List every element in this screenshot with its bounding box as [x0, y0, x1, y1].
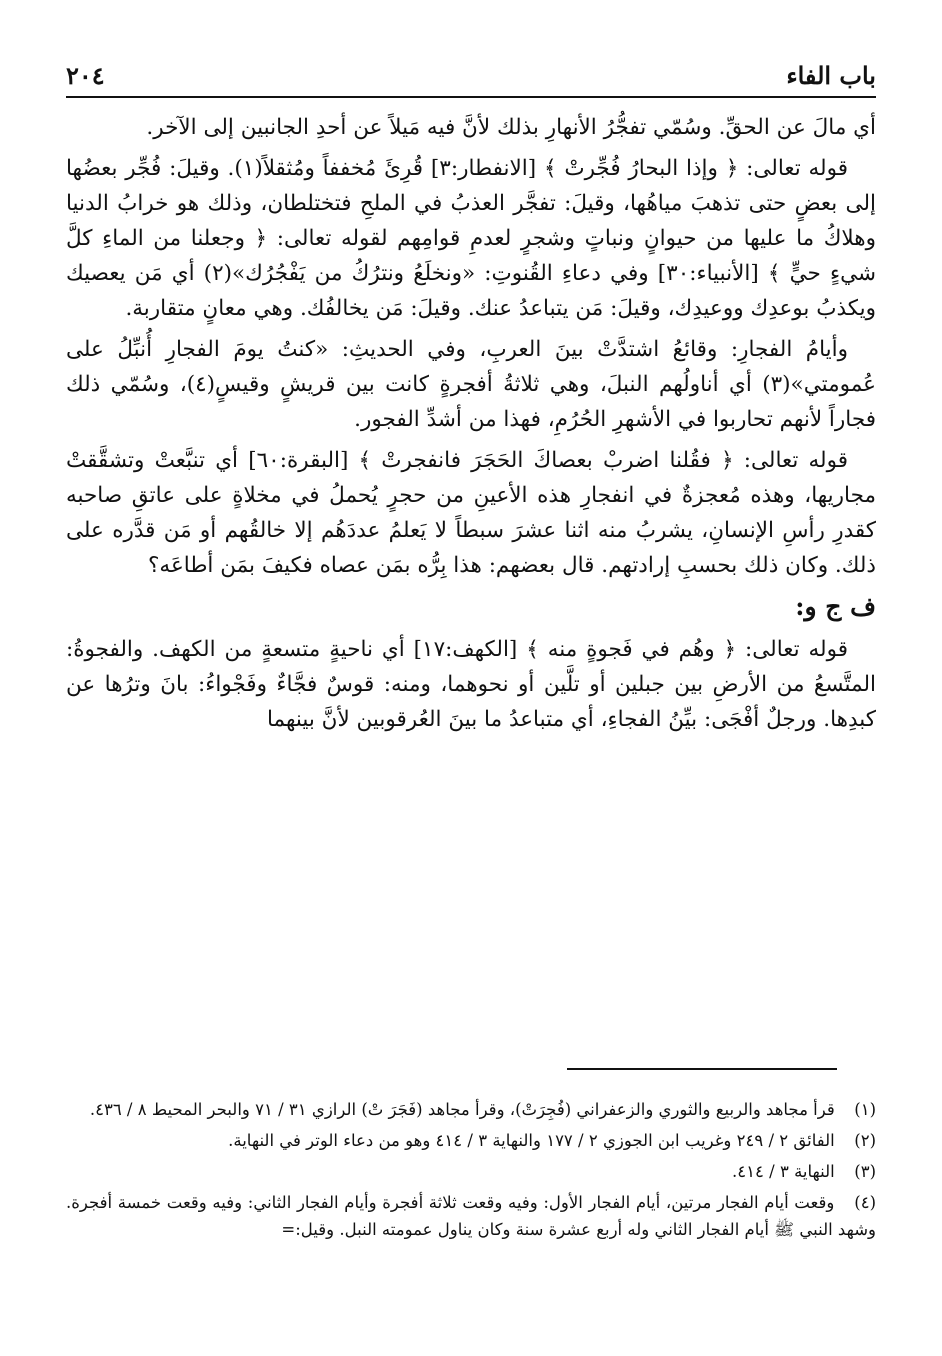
paragraph-1: أي مالَ عن الحقِّ. وسُمّي تفجُّرُ الأنهارِ بذلك لأنَّ فيه مَيلاً عن أحدِ الجانبين إلى الآخر. [146, 115, 876, 140]
chapter-title: باب الفاء [786, 61, 876, 90]
footnote-text: النهاية ٣ / ٤١٤. [732, 1162, 835, 1181]
footnote-text: الفائق ٢ / ٢٤٩ وغريب ابن الجوزي ٢ / ١٧٧ والنهاية ٣ / ٤١٤ وهو من دعاء الوتر في النهاية. [228, 1131, 835, 1150]
footnote-1 [66, 1096, 876, 1123]
footnotes [66, 1096, 876, 1247]
footnote-3 [66, 1158, 876, 1185]
footnote-text: قرأ مجاهد والربيع والثوري والزعفراني (فُجِرَتْ)، وقرأ مجاهد (فَجَرَ تْ) الرازي ٣١ / ٧١ والبحر المحيط ٨ / ٤٣٦. [89, 1100, 835, 1119]
footnote-number: (٤) [854, 1193, 877, 1212]
footnote-2 [66, 1127, 876, 1154]
main-text [66, 110, 876, 743]
footnote-separator [567, 1068, 837, 1070]
paragraph-5: قوله تعالى: ﴿ وهُم في فَجوةٍ منه ﴾ [الكهف:١٧] أي ناحيةٍ متسعةٍ من الكهف. والفجوةُ: المتَّسعُ من الأرضِ بين جبلين أو تلَّين أو نحوهما، ومنه: قوسٌ فجَّاءٌ وفَجْواءُ: بانَ وترُها عن كبدِها. ورجلٌ أفْجَى: بيِّنُ الفجاءِ، أي متباعدُ ما بينَ العُرقوبين لأنَّ بينهما [66, 637, 876, 732]
page-number: ٢٠٤ [66, 61, 105, 90]
footnote-number: (٢) [854, 1131, 876, 1150]
paragraph-3: وأيامُ الفجارِ: وقائعُ اشتدَّتْ بينَ العربِ، وفي الحديثِ: «كنتُ يومَ الفجارِ أُنبِّلُ على عُمومتي»(٣) أي أناولُهم النبلَ، وهي ثلاثةُ أفجرةٍ كانت بين قريشٍ وقيسٍ(٤)، وسُمّي ذلك فجاراً لأنهم تحاربوا في الأشهرِ الحُرُمِ، فهذا من أشدِّ الفجور. [66, 337, 876, 432]
footnote-number: (٣) [854, 1162, 876, 1181]
paragraph-2: قوله تعالى: ﴿ وإذا البحارُ فُجِّرتْ ﴾ [الانفطار:٣] قُرِئَ مُخففاً ومُثقلاً(١). وقيلَ: فُجِّر بعضُها إلى بعضٍ حتى تذهبَ مياهُها، وقيلَ: تفجَّر العذبُ في الملحِ فتختلطان، وذلك هو خرابُ الدنيا وهلاكُ ما عليها من حيوانٍ ونباتٍ وشجرٍ لعدمِ قوامِهم لقوله تعالى: ﴿ وجعلنا من الماءِ كلَّ شيءٍ حيٍّ ﴾ [الأنبياء:٣٠] وفي دعاءِ القُنوتِ: «ونخلَعُ ونترُكُ من يَفْجُرُك»(٢) أي مَن يعصيك ويكذبُ بوعدِك ووعيدِك، وقيلَ: مَن يتباعدُ عنك. وقيلَ: مَن يخالفُك. وهي معانٍ متقاربة. [66, 156, 876, 321]
page-header [66, 50, 876, 98]
footnote-4 [66, 1189, 876, 1243]
footnote-text: وقعت أيام الفجار مرتين، أيام الفجار الأول: وفيه وقعت ثلاثة أفجرة وأيام الفجار الثاني: وفيه وقعت خمسة أفجرة. وشهد النبي ﷺ أيام الفجار الثاني وله أربع عشرة سنة وكان يناول عمومته النبل. وقيل:= [66, 1193, 876, 1239]
section-heading: ف ج و: [795, 592, 876, 621]
paragraph-4: قوله تعالى: ﴿ فقُلنا اضربْ بعصاكَ الحَجَرَ فانفجرتْ ﴾ [البقرة:٦٠] أي تنبَّعتْ وتشقَّقتْ مجاريها، وهذه مُعجزةٌ في انفجارِ هذه الأعينِ من حجرٍ يُحملُ في مخلاةٍ على عاتقِ صاحبه كقدرِ رأسِ الإنسانِ، يشربُ منه اثنا عشرَ سبطاً لا يَعلمُ عددَهُم إلا خالقُهم أو مَن قدَّره على ذلك. وكان ذلك بحسبِ إرادتهم. قال بعضهم: هذا بِرُّه بمَن عصاه فكيفَ بمَن أطاعَه؟ [66, 448, 876, 578]
footnote-number: (١) [854, 1100, 876, 1119]
